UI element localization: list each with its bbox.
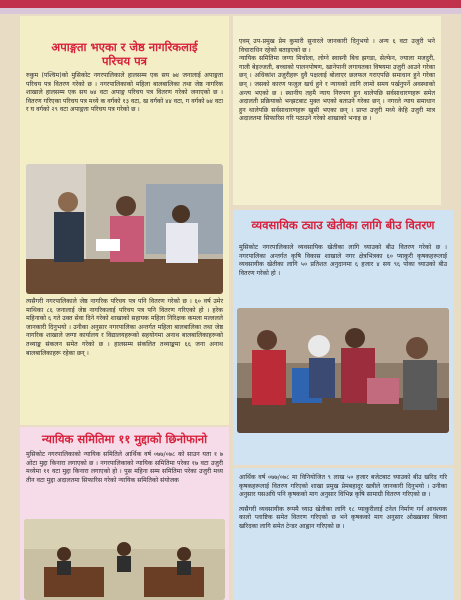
article4-paragraph-1: मुसिकोट नगरपालिकाको न्यायिक समितिले आर्थिक वर्ष ०७७/०७८ को साउन यता १ ७ ओटा मुद्दा किनारा लगाएको छ । नगरपालिकाको न्यायिक समितिमा परेका १७ वटा उजुरी मध्येमा ११ वटा मुद्दा किनारा लगाएको हो । पुस महिना सम्म समितिमा परेका उजुरी मध्य तीन वटा मुद्दा अदालतमा सिफारिस गरेको न्यायिक समितिको संयोजक [26,451,223,484]
article1-paragraph-1: रुकुम (पश्चिम)को मुसिकोट नगरपालिकाले हालसम्म एक सय ७४ जनालाई अपाङ्गता परिचय पत्र वितरण गरेको छ । नगरपालिकाको महिला बालबालिका तथा जेष्ठ नागरिक शाखाले हालसम्म एक सय ७४ वटा अपाङ्ग परिचय पत्र वितरण गरेको जनाएको छ । वितरण गरिएका परिचय पत्र मध्ये क वर्गको १३ वटा, ख वर्गको ४४ वटा, ग वर्गको ७४ वटा र घ वर्गको २९ वटा अपाङ्गता परिचय पत्र गरेको छ । [26,72,224,114]
article1-paragraph-2: त्यसैगरी नगरपालिकाले जेष्ठ नागरिक परिचय पत्र पनि वितरण गरेको छ । ६० वर्ष उमेर माथिका ८६ जनालाई जेष्ठ नागरिकलाई परिचय पत्र पनि वितरण गरिएको हो । हरेक महिनाको ६ गते उक्त सेवा दिने गरेको शाखाको सहायक महिला निरिक्षक कमला मल्ललले जानकारी दिनुभयो । उनीका अनुसार नगरपालिका अन्तर्गत महिला बालबालिका तथा जेष्ठ नागरिक शाखाले जग्गा कार्यालय र विद्यालयहरूको सहयोगमा अनाथ बालबालिकाहरूको तथ्याङ्क संकलन समेत गरेको छ । हालसम्म संकलित तथ्याङ्कमा ६६ जना अनाथ बालबालिकाहरू रहेका छन् । [26,298,223,357]
article1-heading-line2: परिचय पत्र [101,54,148,68]
article-mushroom-seeds [233,210,453,465]
top-border [0,0,461,8]
article2-paragraph-2: न्यायिक समितिमा जग्गा मिचोला, लोग्ने स्वास्नी बिच झगडा, सेल्फेन, ज्याला मजदुरी, गाली बेइज्जती, बच्चाको पालनपोषण, खानेपानी लगायतका विषयमा उजुरी आउने गरेका छन् । अधिकांश उजुरीहरू दुवै पक्षलाई बोलाएर छलफल गराएपछि समाधान हुने गरेका छन् । जसको कारण फजुल खर्च हुने र न्यायको लागि लामो समय पर्खनुपर्ने अवस्थाको अन्त्य भएको छ । स्थानीय तहमै न्याय निरुपण हुन थालेपछि सर्वसाधारणहरू समेत अदालती प्रक्रियाको भन्झटबाट मुक्त भएको बताउने गरेका छन् । नगरले न्याय समाधान हुन थालेपछि सर्वसाधारणहरू खुसी भएका छन् । प्राप्त उजुरी मध्ये केहि उजुरी मात्र अदालतमा सिफारिस गरि पठाउने गरेको शाखाको भनाइ छ । [239,55,435,123]
article-judicial-continued [233,16,441,205]
article-judicial-cases [20,427,229,600]
photo-card-handover-image [26,164,223,294]
article3-paragraph-1: मुसिकोट नगरपालिकाले व्यवसायिक खेतीका लागि च्याउको बीउ वितरण गरेको छ । नगरपालिका अन्तर्गत कृषि विकास शाखाले नगर क्षेत्रभित्रका ६० प्याकुरी कृषकहरूलाई व्यवसायीक खेतीका लागि ५० प्रतिशत अनुदानमा ६ हजार ४ सय ९६ पोका च्याउको बीउ वितरण गरेको हो । [239,244,447,277]
photo-card-handover [26,164,223,294]
article1-heading-line1: अपाङ्गता भएका र जेष्ठ नागरिकलाई [51,40,198,54]
article2-paragraph-1: एवम् उप-प्रमुख प्रेम कुमारी सुनारले जानकारी दिनुभयो । अन्य ६ वटा उजुरी भने विचाराधिन रहेको बताइएको छ । [239,38,435,54]
top-border-pattern [0,8,461,14]
article-mushroom-continued [233,468,453,600]
photo-seed-distribution [237,308,449,433]
photo-judicial-meeting [24,519,225,600]
article3-heading: व्यवसायिक ट्याउ खेतीका लागि बीउ वितरण [251,218,435,232]
article3-paragraph-2: आर्थिक वर्ष ०७७/०७८ मा विनियोजित ९ लाख ५० हजार बजेटबाट च्याउको बीउ खरिद गरि कृषकहरूलाई वितरण गरिएको शाखा प्रमुख प्रेमबहादुर खत्रीले जानकारी दिनुभयो । उनीका अनुसार यसअघि पनि कृषकको माग अनुसार विभिन्न कृषि सामाग्री वितरण गरिएको छ । [239,474,447,499]
article4-heading: न्यायिक समितिमा ११ मुद्दाको छिनोफानो [41,432,208,446]
photo-judicial-meeting-image [24,519,225,600]
article3-paragraph-3: त्यसैगरी व्यवसायीक रूपमै च्याउ खेतीका लागि १८ प्याकुरीलाई टनेल निर्माण गर्न आवश्यक कालो प्लाष्टिक समेत वितरण गरिएको छ भने कृषकको माग अनुसार ओख्खाका बिरुवा खरिदका लागि समेत टेन्डर आह्वान गरिएको छ । [239,505,447,530]
article-disability-cards [20,16,229,425]
photo-seed-distribution-image [237,308,449,433]
